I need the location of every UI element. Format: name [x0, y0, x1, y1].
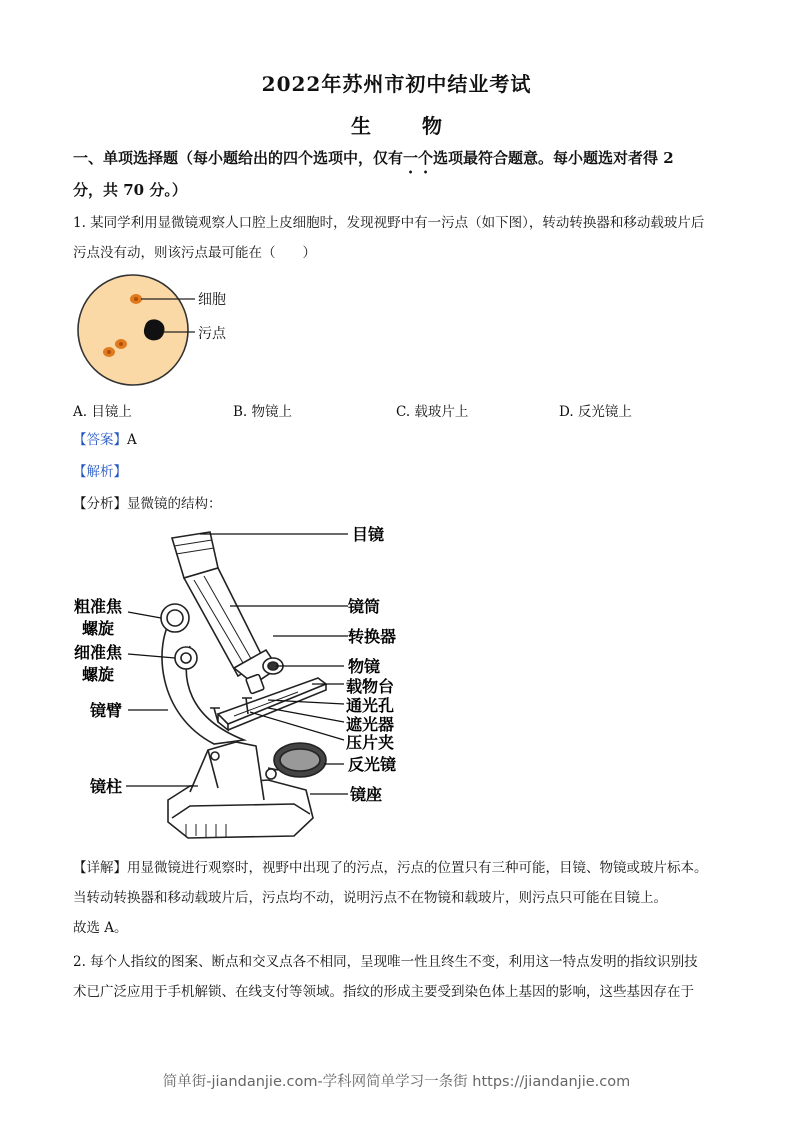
label-fine: 细准焦 [74, 643, 123, 662]
label-cell: 细胞 [198, 292, 226, 308]
fine-knob [175, 647, 197, 669]
option-c[interactable]: C. 载玻片上 [396, 404, 469, 420]
conclusion: 故选 A。 [73, 920, 128, 936]
label-fine-2: 螺旋 [82, 665, 115, 684]
section-heading: 一、单项选择题（每小题给出的四个选项中，仅有一个选项最符合题意。每小题选对者得 2 [73, 149, 674, 167]
q1-stem-line2: 污点没有动，则该污点最可能在（ ） [73, 245, 316, 261]
label-arm: 镜臂 [90, 701, 123, 720]
answer-tag: 【答案】 [73, 432, 127, 448]
label-coarse: 粗准焦 [74, 597, 123, 616]
answer-value: A [127, 432, 137, 448]
option-b[interactable]: B. 物镜上 [233, 404, 293, 420]
label-tube: 镜筒 [348, 597, 381, 616]
option-d[interactable]: D. 反光镜上 [559, 404, 632, 420]
section-heading-line2: 分，共 70 分。） [73, 181, 187, 199]
subject-title: 生 物 [351, 114, 464, 138]
label-eyepiece: 目镜 [352, 525, 385, 544]
label-base: 镜座 [350, 785, 383, 804]
view-circle [78, 275, 188, 385]
q1-stem-line1: 1. 某同学利用显微镜观察人口腔上皮细胞时，发现视野中有一污点（如下图），转动转换器和移动载玻片后 [73, 215, 705, 231]
field-of-view-figure [75, 272, 265, 392]
detail-line1: 【详解】用显微镜进行观察时，视野中出现了的污点，污点的位置只有三种可能，目镜、物镜或玻片标本。 [73, 860, 708, 876]
answer-line [73, 430, 723, 450]
label-nosepiece: 转换器 [348, 627, 397, 646]
q2-stem-line1: 2. 每个人指纹的图案、断点和交叉点各不相同，呈现唯一性且终生不变，利用这一特点发明的指纹识别技 [73, 954, 698, 970]
q2-stem-line2: 术已广泛应用于手机解锁、在线支付等领域。指纹的形成主要受到染色体上基因的影响，这些基因存在于 [73, 984, 694, 1000]
microscope-diagram [68, 518, 418, 848]
footer-watermark: 简单街-jiandanjie.com-学科网简单学习一条街 https://jiandanjie.com [162, 1074, 631, 1090]
label-clip: 压片夹 [346, 733, 395, 752]
analysis-intro: 【分析】显微镜的结构： [73, 496, 222, 512]
label-aperture: 通光孔 [346, 696, 395, 715]
spot [144, 319, 165, 340]
analysis-tag: 【解析】 [73, 464, 127, 480]
coarse-knob [161, 604, 189, 632]
label-spot: 污点 [198, 326, 226, 342]
option-a[interactable]: A. 目镜上 [73, 404, 132, 420]
label-stage: 载物台 [346, 677, 395, 696]
emphasis-text: 一个 [403, 149, 434, 167]
label-diaphragm: 遮光器 [346, 715, 395, 734]
stage-shape [218, 678, 326, 724]
q1-options [73, 400, 723, 420]
label-pillar: 镜柱 [90, 777, 123, 796]
label-coarse-2: 螺旋 [82, 619, 115, 638]
label-mirror: 反光镜 [348, 755, 397, 774]
exam-title: 2022年苏州市初中结业考试 [261, 72, 532, 96]
pillar-shape [190, 742, 264, 800]
label-objective: 物镜 [348, 657, 381, 676]
detail-line2: 当转动转换器和移动载玻片后，污点均不动，说明污点不在物镜和载玻片，则污点只可能在目镜上。 [73, 890, 667, 906]
